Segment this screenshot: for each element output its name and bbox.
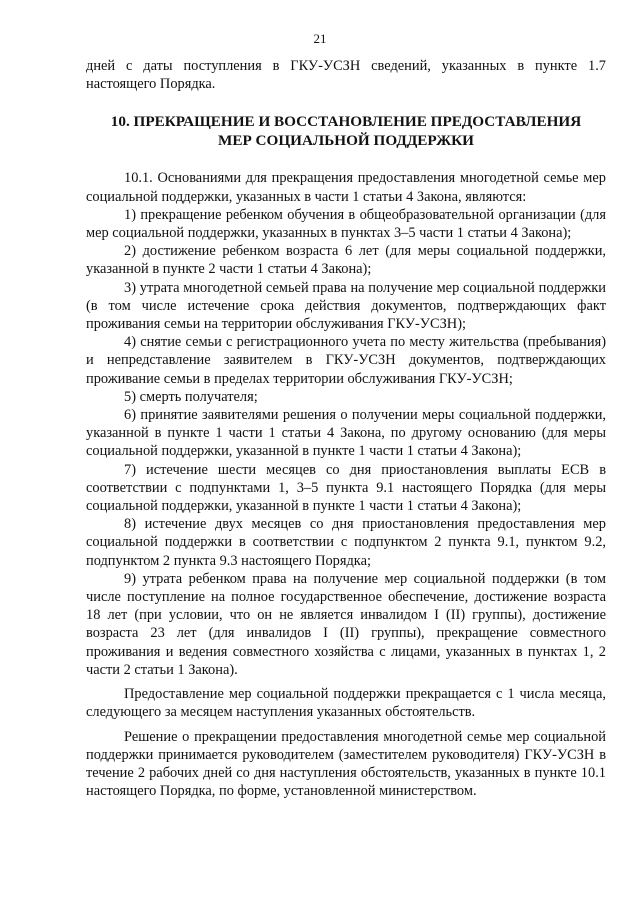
page-number: 21 [313, 31, 327, 46]
section-heading-line-1: 10. ПРЕКРАЩЕНИЕ И ВОССТАНОВЛЕНИЕ ПРЕДОСТАВЛЕНИЯ [110, 113, 582, 131]
list-item-9: 9) утрата ребенком права на получение мер социальной поддержки (в том числе поступление на полное государственное обеспечение, достижение возраста 18 лет (при условии, что он не является инвалидом I (II) группы), достижение возраста 23 лет (для инвалидов I (II) группы), прекращение совместного проживания и ведения совместного хозяйства с лицами, указанных в пунктах 1, 2 части 2 статьи 1 Закона). [86, 570, 606, 678]
list-item-3: 3) утрата многодетной семьей права на получение мер социальной поддержки (в том числе истечение срока действия документов, подтверждающих факт проживания семьи на территории обслуживания ГКУ-УСЗН); [86, 279, 606, 333]
list-item-8: 8) истечение двух месяцев со дня приостановления предоставления мер социальной поддержки в соответствии с подпунктом 2 пункта 9.1, пунктом 9.2, подпунктом 2 пункта 9.3 настоящего Порядка; [86, 516, 606, 569]
list-item-5: 5) смерть получателя; [124, 388, 258, 405]
section-heading [86, 112, 606, 150]
list-item-2: 2) достижение ребенком возраста 6 лет (для меры социальной поддержки, указанной в пункте 2 части 1 статьи 4 Закона); [86, 243, 606, 278]
list-item-1: 1) прекращение ребенком обучения в общеобразовательной организации (для мер социальной поддержки, указанных в пунктах 3–5 части 1 статьи 4 Закона); [86, 206, 606, 242]
section-heading-line-2: МЕР СОЦИАЛЬНОЙ ПОДДЕРЖКИ [218, 132, 474, 150]
decision-paragraph: Решение о прекращении предоставления многодетной семье мер социальной поддержки принимается руководителем (заместителем руководителя) ГКУ-УСЗН в течение 2 рабочих дней со дня наступления обстоятельств, указанных в пункте 10.1 настоящего Порядка, по форме, установленной министерством. [86, 728, 606, 800]
intro-paragraph: дней с даты поступления в ГКУ-УСЗН сведений, указанных в пункте 1.7 настоящего Порядка. [86, 58, 606, 93]
list-item-4: 4) снятие семьи с регистрационного учета по месту жительства (пребывания) и непредставление заявителем в ГКУ-УСЗН документов, подтверждающих проживание семьи в пределах территории обслуживания ГКУ-УСЗН; [86, 334, 606, 387]
page-content [86, 57, 606, 800]
list-item-7: 7) истечение шести месяцев со дня приостановления выплаты ЕСВ в соответствии с подпунктами 1, 3–5 пункта 9.1 настоящего Порядка (для меры социальной поддержки, указанной в пункте 1 части 1 статьи 4 Закона); [86, 461, 606, 515]
termination-paragraph: Предоставление мер социальной поддержки прекращается с 1 числа месяца, следующего за месяцем наступления указанных обстоятельств. [86, 686, 606, 721]
list-item-6: 6) принятие заявителями решения о получении меры социальной поддержки, указанной в пункте 1 части 1 статьи 4 Закона, по другому основанию (для меры социальной поддержки, указанной в пункте 1 части 1 статьи 4 Закона); [86, 407, 606, 460]
paragraph-10-1: 10.1. Основаниями для прекращения предоставления многодетной семье мер социальной поддержки, указанных в части 1 статьи 4 Закона, являются: [86, 170, 606, 205]
